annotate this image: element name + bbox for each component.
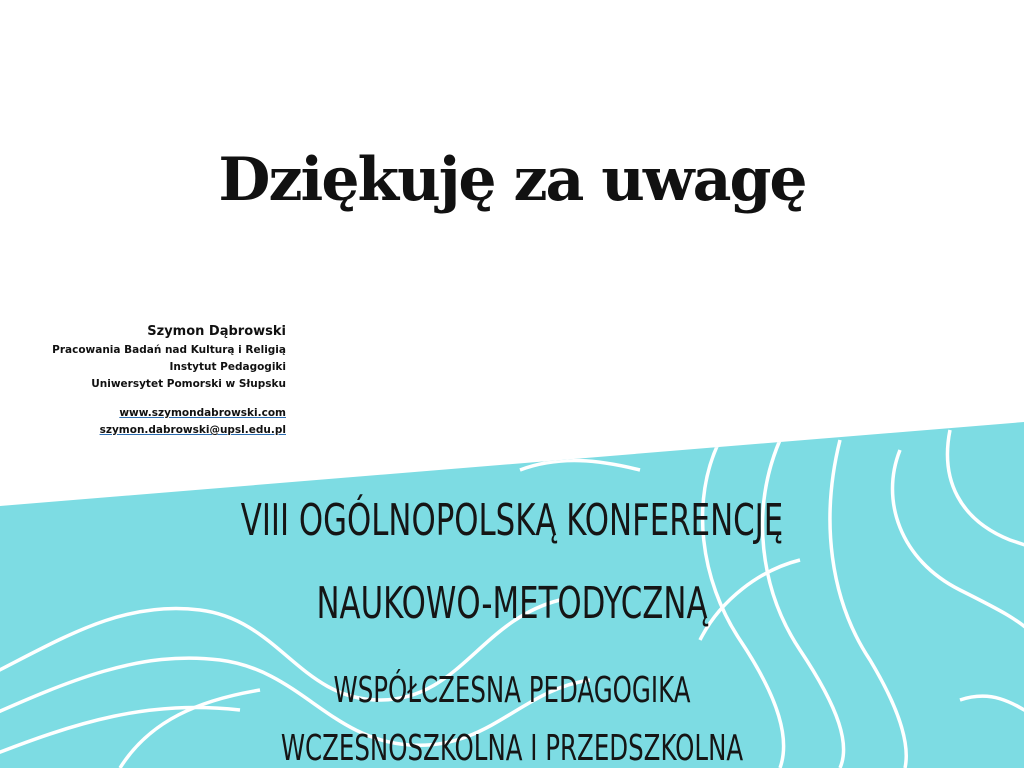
author-affiliation-university: Uniwersytet Pomorski w Słupsku — [91, 378, 286, 390]
author-name: Szymon Dąbrowski — [147, 324, 286, 339]
conference-title-line2: NAUKOWO-METODYCZNĄ — [316, 578, 708, 629]
author-affiliation-lab: Pracowania Badań nad Kulturą i Religią — [52, 344, 286, 356]
spacer — [30, 393, 286, 405]
conference-subtitle-line2: WCZESNOSZKOLNA I PRZEDSZKOLNA — [280, 728, 744, 768]
conference-title-line1: VIII OGÓLNOPOLSKĄ KONFERENCJĘ — [240, 495, 784, 546]
author-affiliation-institute: Instytut Pedagogiki — [169, 361, 286, 373]
author-email-link[interactable]: szymon.dabrowski@upsl.edu.pl — [99, 424, 286, 436]
author-info — [30, 322, 286, 439]
slide-title: Dziękuję za uwagę — [218, 145, 806, 215]
conference-subtitle-line1: WSPÓŁCZESNA PEDAGOGIKA — [333, 670, 691, 711]
author-website-link[interactable]: www.szymondabrowski.com — [119, 407, 286, 419]
